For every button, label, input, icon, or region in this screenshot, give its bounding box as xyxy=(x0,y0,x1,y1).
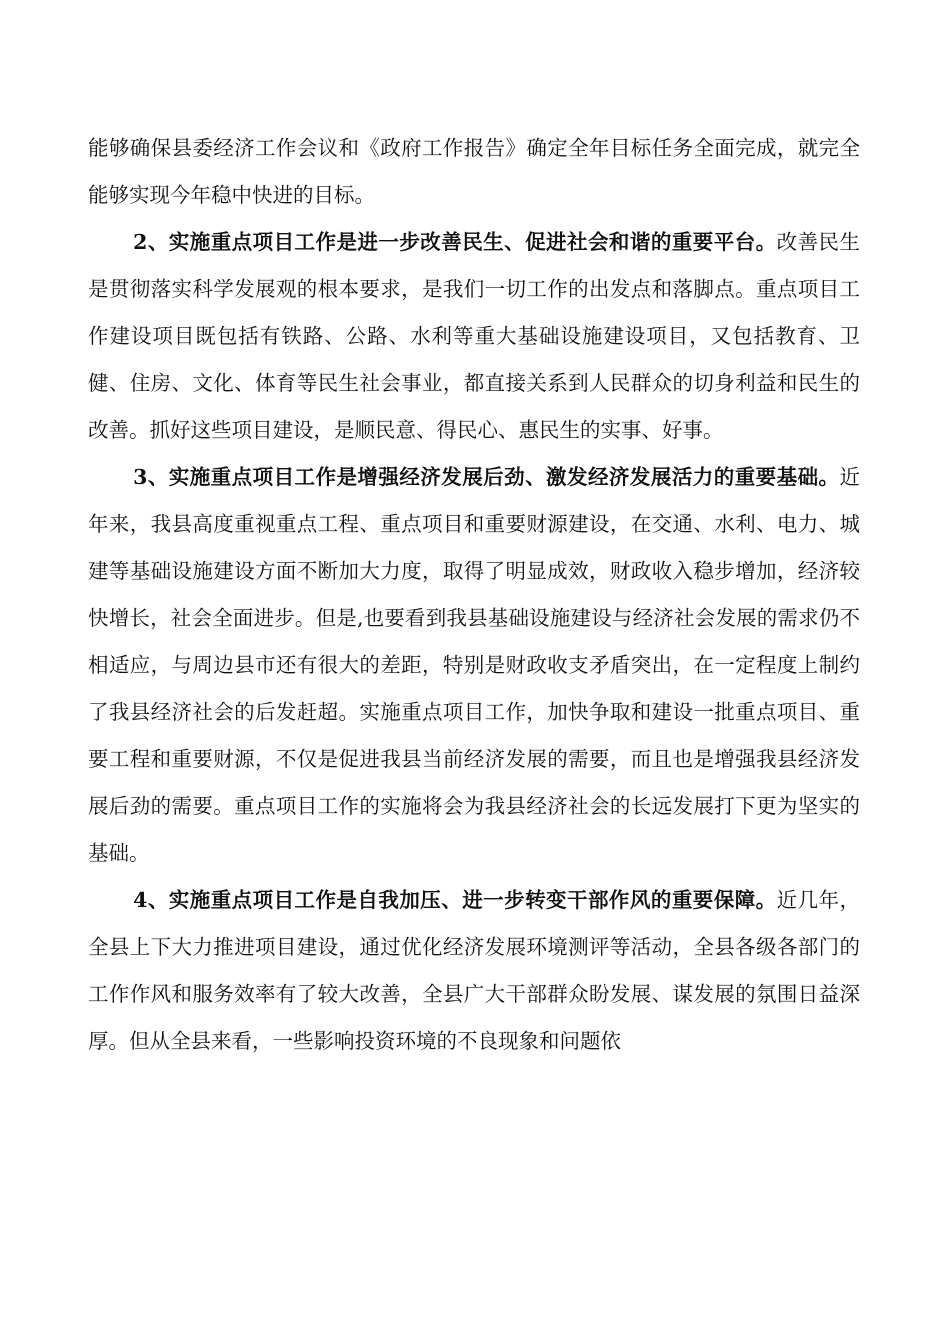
paragraph-1 xyxy=(88,125,860,219)
paragraph-4-heading: 4、实施重点项目工作是自我加压、进一步转变干部作风的重要保障。 xyxy=(133,888,777,912)
paragraph-4-text: 近几年，全县上下大力推进项目建设，通过优化经济发展环境测评等活动，全县各级各部门的工作作风和服务效率有了较大改善，全县广大干部群众盼发展、谋发展的氛围日益深厚。但从全县来看，一些影响投资环境的不良现象和问题依 xyxy=(88,888,861,1053)
paragraph-2 xyxy=(88,219,860,454)
paragraph-3-text: 近年来，我县高度重视重点工程、重点项目和重要财源建设，在交通、水利、电力、城建等基础设施建设方面不断加大力度，取得了明显成效，财政收入稳步增加，经济较快增长，社会全面进步。但是,也要看到我县基础设施建设与经济社会发展的需求仍不相适应，与周边县市还有很大的差距，特别是财政收支矛盾突出，在一定程度上制约了我县经济社会的后发赶超。实施重点项目工作，加快争取和建设一批重点项目、重要工程和重要财源，不仅是促进我县当前经济发展的需要，而且也是增强我县经济发展后劲的需要。重点项目工作的实施将会为我县经济社会的长远发展打下更为坚实的基础。 xyxy=(88,465,860,865)
paragraph-1-text: 能够确保县委经济工作会议和《政府工作报告》确定全年目标任务全面完成，就完全能够实现今年稳中快进的目标。 xyxy=(88,136,860,207)
paragraph-4 xyxy=(88,877,860,1065)
paragraph-2-text: 改善民生是贯彻落实科学发展观的根本要求，是我们一切工作的出发点和落脚点。重点项目工作建设项目既包括有铁路、公路、水利等重大基础设施建设项目，又包括教育、卫健、住房、文化、体育等民生社会事业，都直接关系到人民群众的切身利益和民生的改善。抓好这些项目建设，是顺民意、得民心、惠民生的实事、好事。 xyxy=(88,230,861,442)
paragraph-3-heading: 3、实施重点项目工作是增强经济发展后劲、激发经济发展活力的重要基础。 xyxy=(133,465,840,489)
paragraph-2-heading: 2、实施重点项目工作是进一步改善民生、促进社会和谐的重要平台。 xyxy=(133,230,777,254)
paragraph-3 xyxy=(88,454,860,877)
document-body xyxy=(88,125,860,1065)
